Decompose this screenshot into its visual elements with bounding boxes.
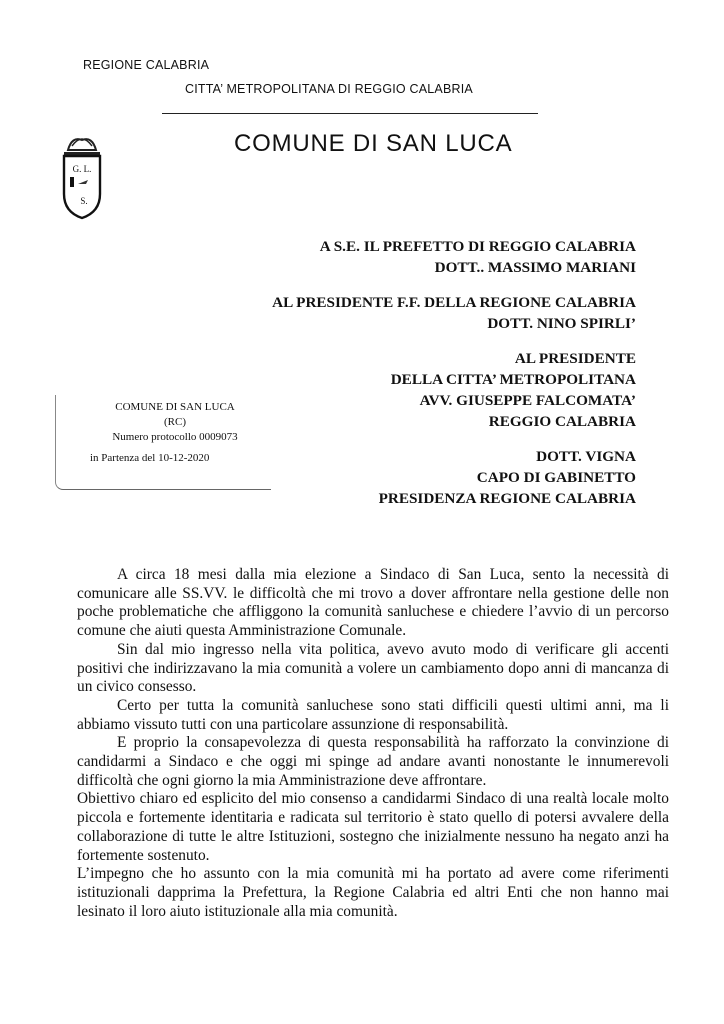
recipient-capo-gabinetto xyxy=(379,446,636,509)
recipient-line: AL PRESIDENTE xyxy=(514,350,636,367)
page-title: COMUNE DI SAN LUCA xyxy=(234,130,513,157)
recipient-line: DOTT. VIGNA xyxy=(536,448,636,465)
recipient-presidente-regione xyxy=(272,292,636,334)
recipient-line: DELLA CITTA’ METROPOLITANA xyxy=(390,371,636,388)
recipient-line: REGGIO CALABRIA xyxy=(488,413,636,430)
paragraph: E proprio la consapevolezza di questa responsabilità ha rafforzato la convinzione di candidarmi a Sindaco e che oggi mi spinge ad andare avanti nonostante le innumerevoli difficoltà che ogni giorno la mia Amministrazione deve affrontare. xyxy=(77,734,669,789)
protocol-stamp xyxy=(70,400,280,490)
stamp-line: in Partenza del 10-12-2020 xyxy=(90,452,210,464)
metro-city-heading: CITTA’ METROPOLITANA DI REGGIO CALABRIA xyxy=(185,82,473,96)
recipient-line: CAPO DI GABINETTO xyxy=(476,469,636,486)
coat-of-arms-icon xyxy=(58,128,106,220)
stamp-line: (RC) xyxy=(164,416,186,428)
recipient-line: DOTT. NINO SPIRLI’ xyxy=(487,315,636,332)
recipient-line: AVV. GIUSEPPE FALCOMATA’ xyxy=(419,392,636,409)
paragraph: Certo per tutta la comunità sanluchese sono stati difficili questi ultimi anni, ma li abbiamo vissuto tutti con una particolare assunzione di responsabilità. xyxy=(77,696,669,733)
recipient-line: PRESIDENZA REGIONE CALABRIA xyxy=(378,490,636,507)
region-heading: REGIONE CALABRIA xyxy=(83,58,210,72)
stamp-line: COMUNE DI SAN LUCA xyxy=(115,401,235,413)
paragraph: Obiettivo chiaro ed esplicito del mio consenso a candidarmi Sindaco di una realtà locale molto piccola e fortemente identitaria e radicata sul territorio è stato quello di potersi avvalere della collaborazione di tutte le altre Istituzioni, sostegno che inizialmente nessuno ha negato anzi ha fortemente sostenuto. xyxy=(77,790,669,864)
emblem-text-top: G. L. xyxy=(72,164,92,174)
paragraph: Sin dal mio ingresso nella vita politica, avevo avuto modo di verificare gli accenti positivi che indirizzavano la mia comunità a volere un cambiamento dopo anni di mancanza di un civico consesso. xyxy=(77,640,669,696)
emblem-text-bottom: S. xyxy=(80,196,88,206)
recipient-presidente-citta xyxy=(391,348,636,432)
recipient-line: AL PRESIDENTE F.F. DELLA REGIONE CALABRIA xyxy=(272,294,636,311)
paragraph: L’impegno che ho assunto con la mia comunità mi ha portato ad avere come riferimenti istituzionali dapprima la Prefettura, la Regione Calabria ed altri Enti che non hanno mai lesinato il loro aiuto istituzionale alla mia comunità. xyxy=(77,865,669,920)
recipient-line: A S.E. IL PREFETTO DI REGGIO CALABRIA xyxy=(319,238,636,255)
recipient-line: DOTT.. MASSIMO MARIANI xyxy=(434,259,636,276)
recipient-prefetto xyxy=(320,236,636,278)
stamp-line: Numero protocollo 0009073 xyxy=(112,431,238,443)
header-divider xyxy=(162,113,538,114)
paragraph: A circa 18 mesi dalla mia elezione a Sindaco di San Luca, sento la necessità di comunicare alle SS.VV. le difficoltà che mi trovo a dover affrontare nella gestione delle non poche problematiche che affliggono la comunità sanluchese e chiedere l’avvio di un percorso comune che aiuti questa Amministrazione Comunale. xyxy=(77,566,669,640)
letter-body xyxy=(77,566,669,921)
